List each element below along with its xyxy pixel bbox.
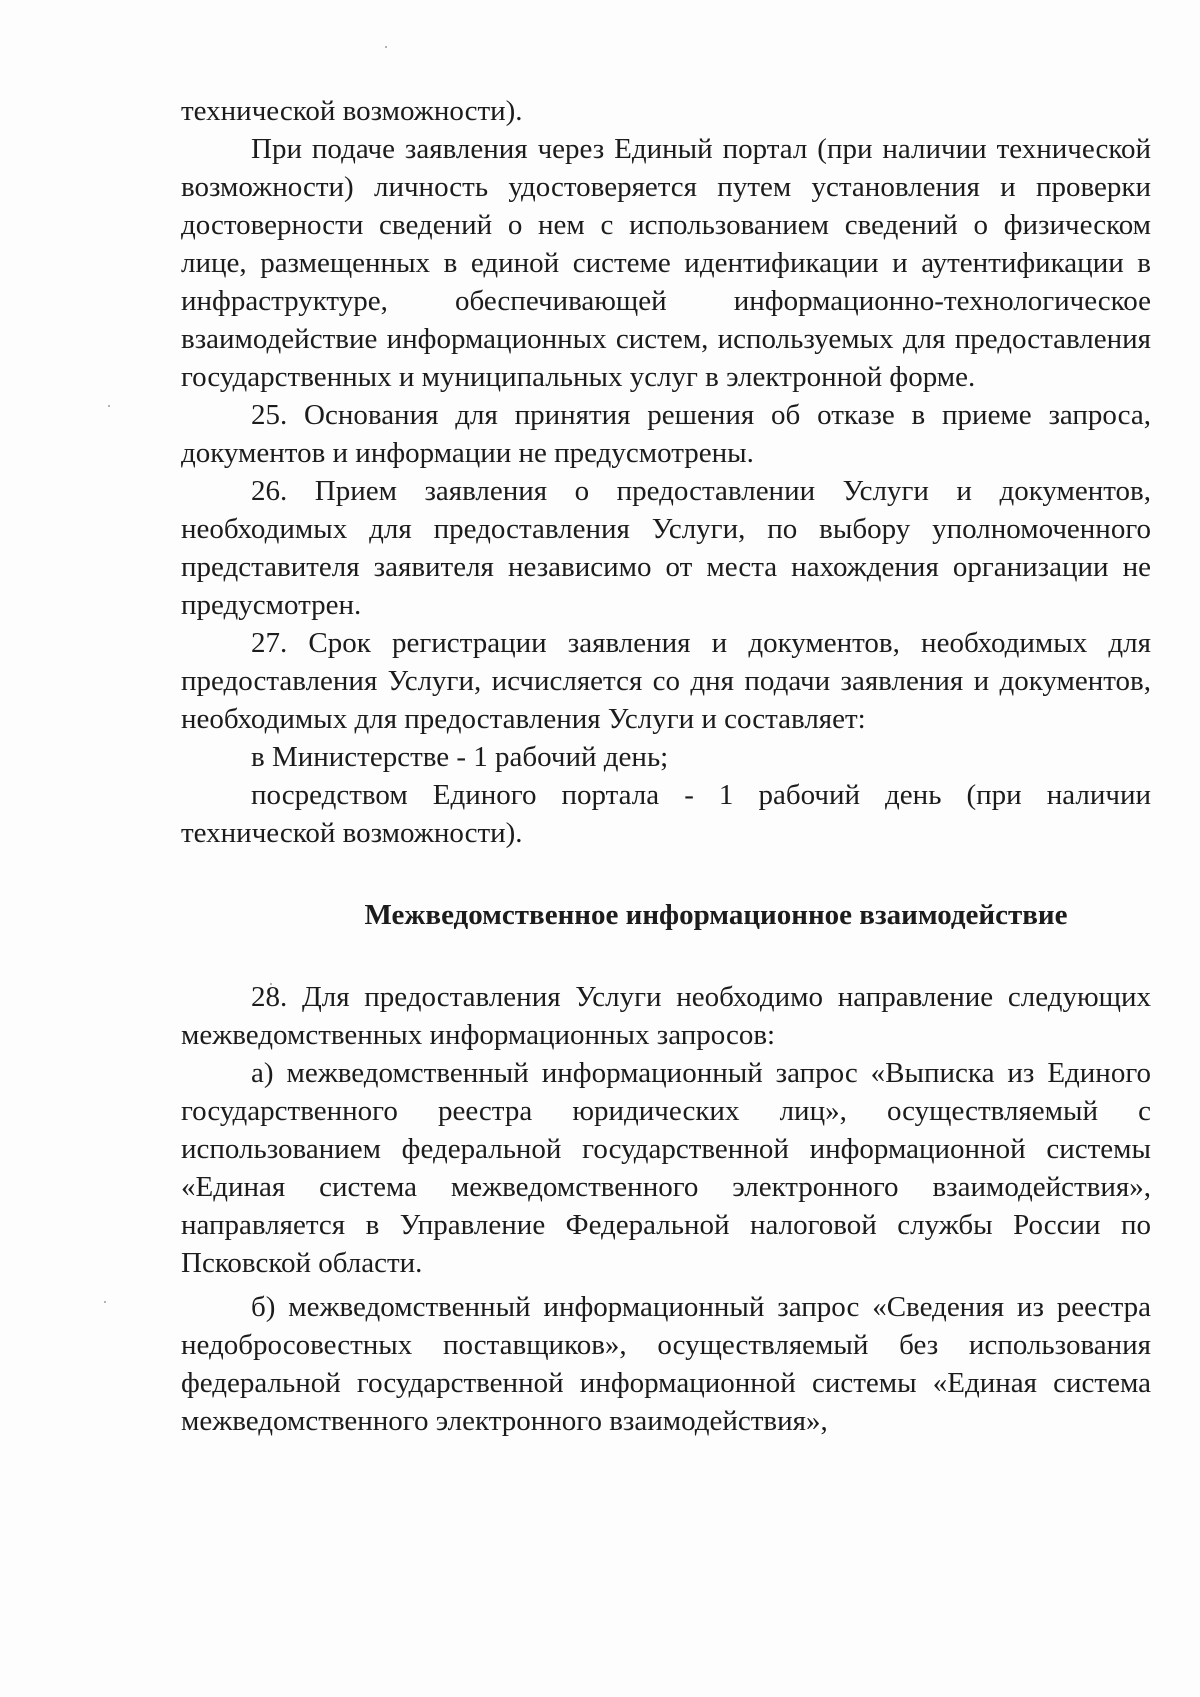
- spacer: [181, 852, 1151, 896]
- paragraph-26: 26. Прием заявления о предоставлении Услуги и документов, необходимых для предоставления Услуги, по выбору уполномоченного представителя заявителя независимо от места нахождения организации не предусмотрен.: [181, 475, 1151, 621]
- section-heading: Межведомственное информационное взаимодействие: [364, 899, 1068, 931]
- paragraph-27: 27. Срок регистрации заявления и документов, необходимых для предоставления Услуги, исчисляется со дня подачи заявления и документов, необходимых для предоставления Услуги и составляет:: [181, 627, 1151, 735]
- scan-speck: [104, 1301, 106, 1303]
- scan-speck: [385, 46, 387, 48]
- paragraph-28-b: б) межведомственный информационный запрос «Сведения из реестра недобросовестных поставщиков», осуществляемый без использования федеральной государственной информационной системы «Единая система межведомственного электронного взаимодействия»,: [181, 1291, 1151, 1437]
- paragraph-27-portal: посредством Единого портала - 1 рабочий день (при наличии технической возможности).: [181, 779, 1151, 849]
- document-body: [181, 92, 1151, 1440]
- paragraph-continuation: технической возможности).: [181, 95, 523, 127]
- paragraph-25: 25. Основания для принятия решения об отказе в приеме запроса, документов и информации не предусмотрены.: [181, 399, 1151, 469]
- paragraph-28: 28. Для предоставления Услуги необходимо направление следующих межведомственных информационных запросов:: [181, 981, 1151, 1051]
- scan-speck: [108, 405, 110, 407]
- paragraph-27-ministry: в Министерстве - 1 рабочий день;: [251, 741, 669, 773]
- paragraph-identity-verification: При подаче заявления через Единый портал (при наличии технической возможности) личность удостоверяется путем установления и проверки достоверности сведений о нем с использованием сведений о физическом лице, размещенных в единой системе идентификации и аутентификации в инфраструктуре, обеспечивающей информационно-технологическое взаимодействие информационных систем, используемых для предоставления государственных и муниципальных услуг в электронной форме.: [181, 133, 1151, 393]
- spacer: [181, 934, 1151, 978]
- paragraph-28-a: а) межведомственный информационный запрос «Выписка из Единого государственного реестра юридических лиц», осуществляемый с использованием федеральной государственной информационной системы «Единая система межведомственного электронного взаимодействия», направляется в Управление Федеральной налоговой службы России по Псковской области.: [181, 1057, 1151, 1279]
